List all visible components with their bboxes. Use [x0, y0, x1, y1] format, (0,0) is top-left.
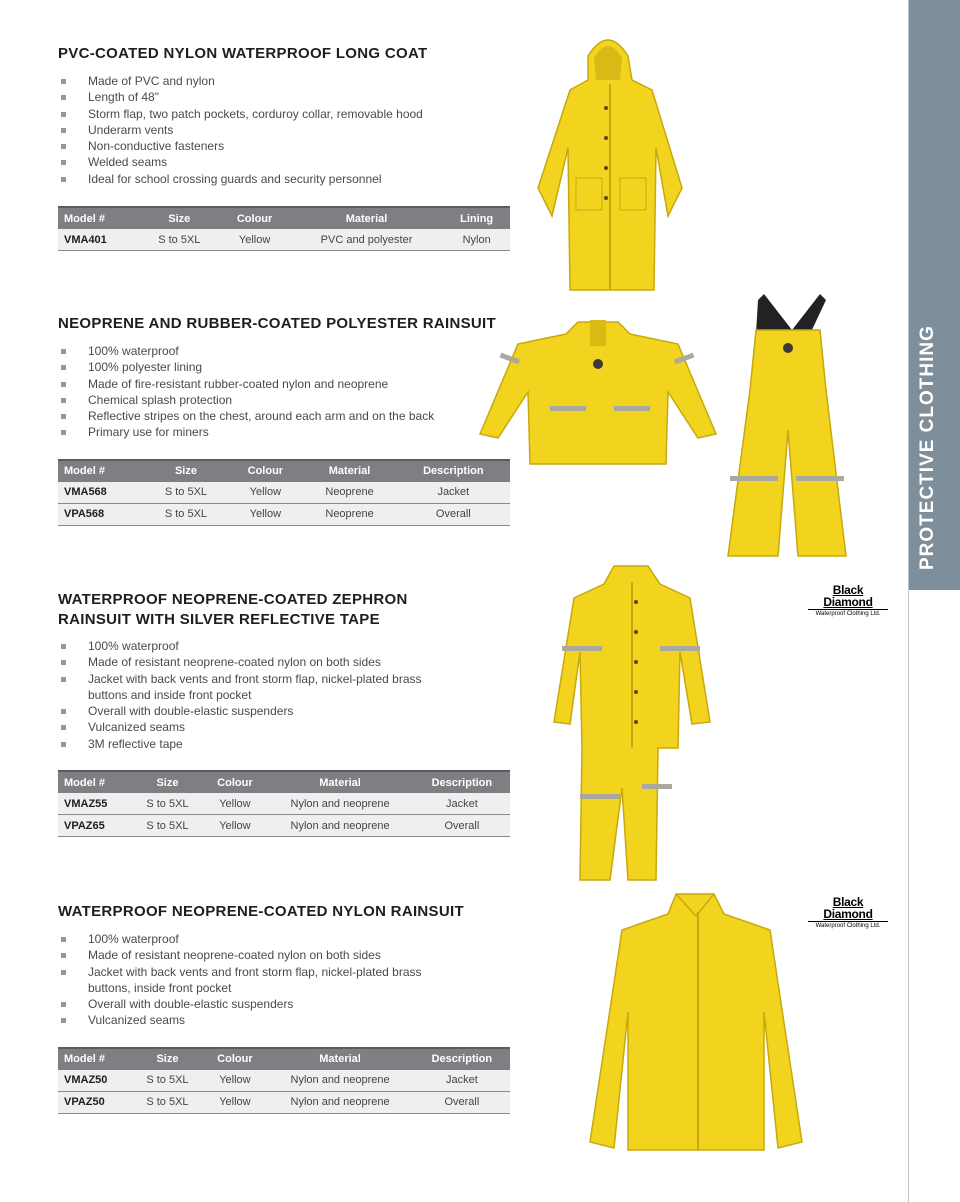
feature-item: 100% polyester lining [58, 359, 510, 375]
table-header: Size [144, 460, 229, 482]
table-cell: S to 5XL [132, 815, 204, 837]
feature-item: 100% waterproof [58, 638, 510, 654]
product-title: PVC-COATED NYLON WATERPROOF LONG COAT [58, 45, 428, 62]
feature-item: Overall with double-elastic suspenders [58, 996, 510, 1012]
table-header: Material [266, 1048, 413, 1070]
side-tab-label [917, 534, 939, 570]
feature-item: Made of resistant neoprene-coated nylon on both sides [58, 654, 510, 670]
feature-item: Vulcanized seams [58, 1012, 510, 1028]
table-cell: Neoprene [302, 503, 396, 525]
product-section-rainsuit-rubber [58, 314, 510, 526]
table-row [58, 1091, 510, 1113]
table-header: Model # [58, 460, 144, 482]
rubber-rainsuit-jacket-image [478, 316, 718, 466]
feature-item: Overall with double-elastic suspenders [58, 703, 510, 719]
table-cell: Overall [397, 503, 510, 525]
table-cell: Overall [414, 815, 510, 837]
table-cell: Overall [414, 1091, 510, 1113]
brand-name: Black Diamond [823, 895, 873, 921]
table-cell: VMA568 [58, 482, 144, 504]
spec-table [58, 1047, 510, 1114]
table-header: Model # [58, 207, 139, 229]
table-cell: Yellow [228, 482, 302, 504]
table-cell: S to 5XL [132, 793, 204, 815]
table-cell: Yellow [203, 793, 266, 815]
brand-tagline: Waterproof Clothing Ltd. [808, 609, 888, 617]
table-header: Description [414, 771, 510, 793]
nylon-rainsuit-jacket-image [588, 892, 804, 1154]
table-row [58, 503, 510, 525]
table-cell: S to 5XL [132, 1070, 204, 1092]
feature-item: 3M reflective tape [58, 736, 510, 752]
table-header: Colour [228, 460, 302, 482]
table-header: Model # [58, 771, 132, 793]
table-cell: Jacket [414, 793, 510, 815]
table-header: Material [290, 207, 444, 229]
feature-list [58, 73, 510, 187]
zephron-rainsuit-image [552, 562, 712, 882]
feature-item: Chemical splash protection [58, 392, 510, 408]
table-cell: Jacket [397, 482, 510, 504]
table-cell: Nylon and neoprene [266, 815, 413, 837]
black-diamond-logo [808, 584, 888, 617]
table-header: Model # [58, 1048, 132, 1070]
feature-item: Jacket with back vents and front storm flap, nickel-plated brass buttons, inside front pocket [58, 964, 438, 997]
feature-item: Underarm vents [58, 122, 510, 138]
table-header: Colour [219, 207, 289, 229]
table-row [58, 1070, 510, 1092]
feature-item: Reflective stripes on the chest, around each arm and on the back [58, 408, 510, 424]
table-header: Size [132, 771, 204, 793]
table-row [58, 229, 510, 251]
table-cell: Yellow [219, 229, 289, 251]
spec-table [58, 459, 510, 526]
table-cell: Nylon and neoprene [266, 1070, 413, 1092]
table-cell: Nylon and neoprene [266, 793, 413, 815]
table-cell: Yellow [203, 1091, 266, 1113]
product-section-long-coat [58, 44, 510, 251]
feature-item: Vulcanized seams [58, 719, 510, 735]
table-cell: S to 5XL [139, 229, 219, 251]
table-cell: VMAZ50 [58, 1070, 132, 1092]
feature-item: Welded seams [58, 154, 510, 170]
table-header: Size [132, 1048, 204, 1070]
table-cell: Yellow [228, 503, 302, 525]
feature-item: Non-conductive fasteners [58, 138, 510, 154]
table-cell: PVC and polyester [290, 229, 444, 251]
brand-tagline: Waterproof Clothing Ltd. [808, 921, 888, 929]
rubber-rainsuit-overall-image [726, 290, 850, 560]
table-cell: VPAZ65 [58, 815, 132, 837]
product-section-nylon-rainsuit [58, 902, 510, 1114]
table-cell: VPA568 [58, 503, 144, 525]
table-header: Material [266, 771, 413, 793]
feature-item: Made of fire-resistant rubber-coated nylon and neoprene [58, 376, 510, 392]
table-header: Material [302, 460, 396, 482]
table-header: Colour [203, 771, 266, 793]
feature-item: Primary use for miners [58, 424, 510, 440]
brand-name: Black Diamond [823, 583, 873, 609]
table-row [58, 815, 510, 837]
feature-list [58, 638, 510, 752]
product-title: NEOPRENE AND RUBBER-COATED POLYESTER RAINSUIT [58, 315, 496, 332]
table-cell: VPAZ50 [58, 1091, 132, 1113]
table-cell: VMAZ55 [58, 793, 132, 815]
side-tab [908, 0, 960, 1202]
table-cell: S to 5XL [144, 503, 229, 525]
table-cell: Nylon and neoprene [266, 1091, 413, 1113]
table-cell: Yellow [203, 1070, 266, 1092]
feature-item: Ideal for school crossing guards and security personnel [58, 171, 510, 187]
table-cell: S to 5XL [144, 482, 229, 504]
feature-list [58, 931, 510, 1029]
table-header: Size [139, 207, 219, 229]
feature-item: Length of 48" [58, 89, 510, 105]
product-title: WATERPROOF NEOPRENE-COATED ZEPHRON RAINSUIT WITH SILVER REFLECTIVE TAPE [58, 591, 408, 628]
table-cell: S to 5XL [132, 1091, 204, 1113]
feature-item: Made of PVC and nylon [58, 73, 510, 89]
black-diamond-logo [808, 896, 888, 929]
table-row [58, 793, 510, 815]
feature-item: 100% waterproof [58, 343, 510, 359]
table-cell: Nylon [443, 229, 510, 251]
feature-item: Made of resistant neoprene-coated nylon on both sides [58, 947, 510, 963]
spec-table [58, 770, 510, 837]
feature-item: 100% waterproof [58, 931, 510, 947]
table-cell: VMA401 [58, 229, 139, 251]
table-cell: Yellow [203, 815, 266, 837]
product-title: WATERPROOF NEOPRENE-COATED NYLON RAINSUIT [58, 903, 464, 920]
table-row [58, 482, 510, 504]
table-cell: Jacket [414, 1070, 510, 1092]
feature-item: Jacket with back vents and front storm flap, nickel-plated brass buttons and inside front pocket [58, 671, 438, 704]
table-header: Description [414, 1048, 510, 1070]
feature-list [58, 343, 510, 441]
product-section-zephron-rainsuit [58, 590, 510, 837]
feature-item: Storm flap, two patch pockets, corduroy collar, removable hood [58, 106, 510, 122]
table-cell: Neoprene [302, 482, 396, 504]
table-header: Colour [203, 1048, 266, 1070]
table-header: Lining [443, 207, 510, 229]
spec-table [58, 206, 510, 251]
table-header: Description [397, 460, 510, 482]
long-coat-image [536, 28, 686, 298]
